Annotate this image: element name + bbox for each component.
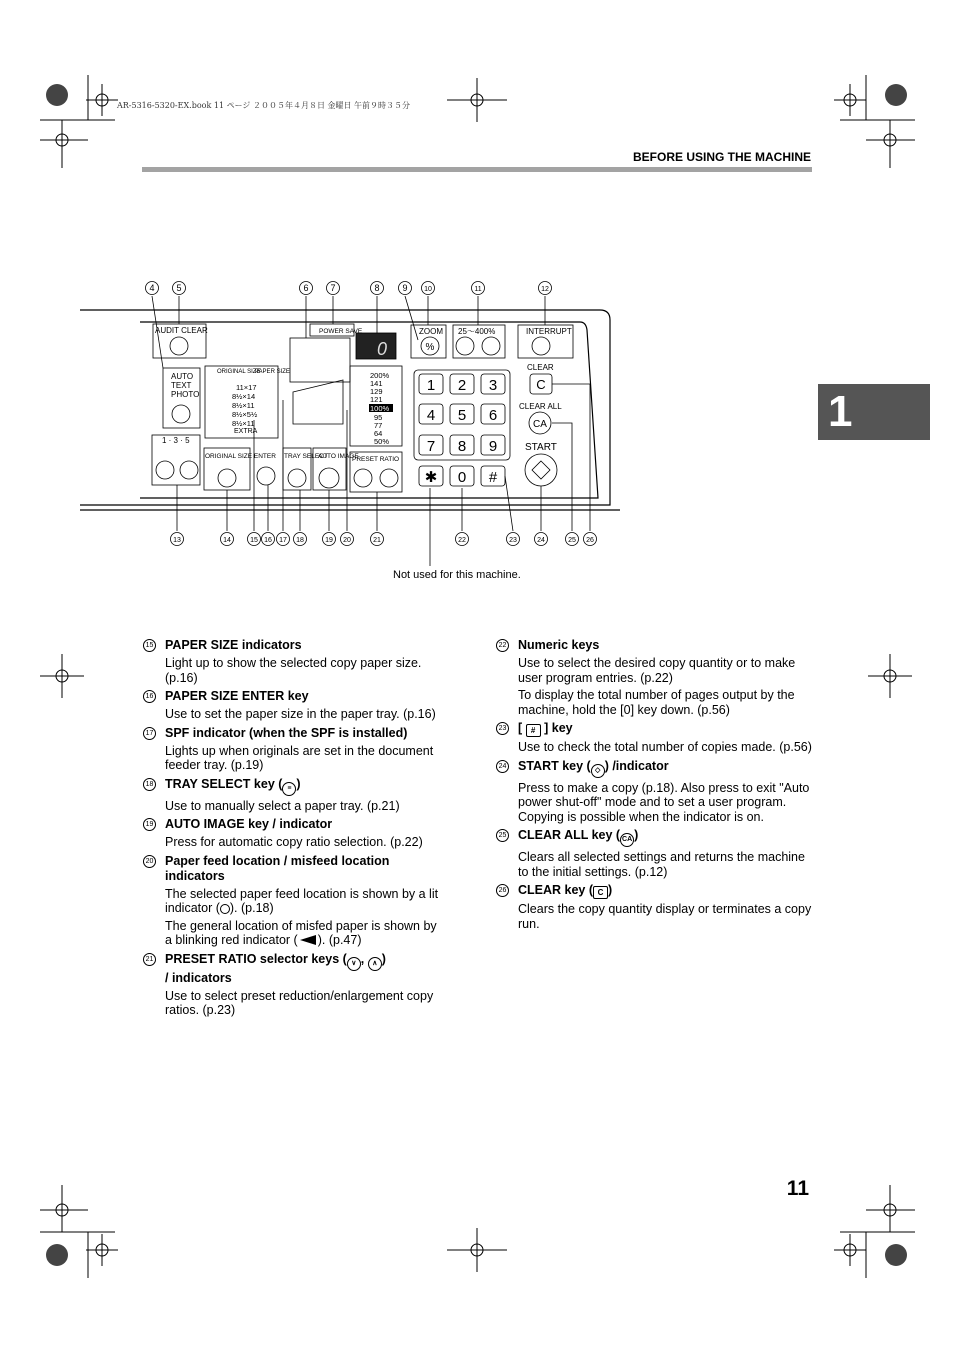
- callout-label-bottom-1: 14: [223, 537, 231, 544]
- item-title: START key ( ◇ ) /indicator: [518, 759, 814, 778]
- ratio-7: 77: [374, 421, 383, 430]
- item-25: [496, 828, 814, 879]
- label-tray-select: TRAY SELECT: [284, 453, 328, 460]
- callout-label-bottom-4: 17: [279, 537, 287, 544]
- item-number: 15: [143, 639, 156, 652]
- item-24: [496, 759, 814, 825]
- ratio-2: 141: [370, 379, 383, 388]
- item-title: CLEAR ALL key ( CA ): [518, 828, 814, 847]
- item-title: Paper feed location / misfeed location indicators: [165, 853, 390, 883]
- label-text: TEXT: [171, 381, 192, 390]
- item-desc: Press to make a copy (p.18). Also press to exit "Auto power shut-off" mode and to set a user program. Copying is possible when the indicator is on.: [518, 780, 810, 824]
- callout-label-bottom-8: 21: [373, 537, 381, 544]
- item-desc: To display the total number of pages output by the machine, hold the [0] key down. (p.56): [518, 688, 795, 717]
- section-title: BEFORE USING THE MACHINE: [632, 150, 811, 164]
- item-title: PAPER SIZE indicators: [165, 638, 302, 652]
- callout-label-bottom-12: 25: [568, 537, 576, 544]
- item-number: 20: [143, 855, 156, 868]
- key-6: 6: [488, 407, 498, 424]
- item-16: [143, 689, 443, 722]
- item-title: AUTO IMAGE key / indicator: [165, 817, 333, 831]
- key-7: 7: [426, 438, 436, 455]
- item-desc: Clears all selected settings and returns the machine to the initial settings. (p.12): [518, 850, 805, 879]
- ratio-3: 129: [370, 387, 383, 396]
- item-number: 25: [496, 829, 509, 842]
- item-desc: Clears the copy quantity display or terminates a copy run.: [518, 902, 812, 931]
- item-title: Numeric keys: [518, 638, 600, 652]
- callout-label-bottom-10: 23: [509, 537, 517, 544]
- operation-panel-diagram: [70, 272, 630, 592]
- label-power-save: POWER SAVE: [319, 328, 363, 335]
- callout-label-top-0: 4: [149, 283, 155, 293]
- size-3: 8½×11: [232, 401, 255, 410]
- size-5: 8½×11: [232, 419, 255, 428]
- item-number: 21: [143, 953, 156, 966]
- item-desc: Use to check the total number of copies made. (p.56): [518, 740, 812, 754]
- label-zoom: ZOOM: [419, 327, 443, 336]
- key-clear-all: CA: [533, 419, 547, 430]
- label-auto: AUTO: [171, 372, 194, 381]
- callout-label-bottom-9: 22: [458, 537, 466, 544]
- item-number: 16: [143, 690, 156, 703]
- label-photo: PHOTO: [171, 390, 200, 399]
- callout-label-top-3: 7: [330, 283, 336, 293]
- page-number: 11: [786, 1177, 809, 1200]
- item-desc: Use to manually select a paper tray. (p.21): [165, 798, 400, 813]
- callout-label-bottom-2: 15: [250, 537, 258, 544]
- callout-label-top-7: 11: [474, 286, 482, 293]
- item-title: TRAY SELECT key ( ≡ ): [165, 777, 443, 796]
- key-2: 2: [457, 377, 467, 394]
- key-star: ✱: [424, 469, 438, 486]
- up-arrow-icon: ∧: [368, 957, 382, 971]
- callout-label-top-4: 8: [374, 283, 380, 293]
- label-start: START: [525, 442, 557, 453]
- size-2: 8½×14: [232, 392, 256, 401]
- label-original-size-enter: ORIGINAL SIZE ENTER: [205, 453, 276, 460]
- down-arrow-icon: ∨: [347, 957, 361, 971]
- ratio-6: 95: [374, 413, 383, 422]
- callout-label-bottom-6: 19: [325, 537, 333, 544]
- callout-label-bottom-13: 26: [586, 537, 594, 544]
- callout-label-bottom-11: 24: [537, 537, 545, 544]
- item-number: 17: [143, 727, 156, 740]
- label-extra: EXTRA: [234, 428, 258, 435]
- item-23: [496, 721, 814, 755]
- label-preset-ratio: PRESET RATIO: [352, 456, 400, 463]
- size-4: 8½×5½: [232, 410, 258, 419]
- ratio-1: 200%: [370, 371, 390, 380]
- key-5: 5: [457, 407, 467, 424]
- file-info: AR-5316-5320-EX.book 11 ページ ２００５年４月８日 金曜日 午前９時３５分: [117, 101, 411, 110]
- ratio-4: 121: [370, 395, 383, 404]
- callout-label-bottom-5: 18: [296, 537, 304, 544]
- item-22: [496, 638, 814, 717]
- callout-label-top-2: 6: [303, 283, 309, 293]
- item-17: [143, 726, 443, 773]
- item-19: [143, 817, 443, 850]
- not-used-note: Not used for this machine.: [393, 569, 521, 581]
- ratio-5: 100%: [370, 404, 390, 413]
- label-exposure: 1 · 3 · 5: [162, 436, 190, 445]
- key-zoom: %: [425, 342, 435, 353]
- key-hash: #: [488, 469, 498, 486]
- size-1: 11×17: [236, 383, 257, 392]
- ratio-8: 64: [374, 429, 383, 438]
- callout-label-top-1: 5: [176, 283, 182, 293]
- item-number: 19: [143, 818, 156, 831]
- callout-label-bottom-0: 13: [173, 537, 181, 544]
- callout-label-bottom-3: 16: [264, 537, 272, 544]
- display-readout: 0: [377, 339, 388, 359]
- item-number: 18: [143, 778, 156, 791]
- item-26: [496, 883, 814, 931]
- item-number: 23: [496, 722, 509, 735]
- item-desc: Lights up when originals are set in the document feeder tray. (p.19): [165, 743, 434, 772]
- callout-label-top-6: 10: [424, 286, 432, 293]
- item-desc: The selected paper feed location is shown by a lit indicator ( ). (p.18): [165, 886, 439, 915]
- item-20: [143, 854, 443, 948]
- key-8: 8: [457, 438, 467, 455]
- item-desc: Use to set the paper size in the paper tray. (p.16): [165, 707, 436, 721]
- key-1: 1: [426, 377, 436, 394]
- callout-label-top-5: 9: [402, 283, 408, 293]
- clear-all-icon: CA: [620, 833, 634, 847]
- label-zoom-range: 25～400%: [458, 327, 496, 336]
- label-clear: CLEAR: [527, 363, 554, 372]
- label-auto-image: AUTO IMAGE: [318, 453, 359, 460]
- key-0: 0: [457, 469, 467, 486]
- item-18: [143, 777, 443, 814]
- item-desc: The general location of misfed paper is shown by a blinking red indicator ( ). (p.47): [165, 918, 437, 947]
- hash-key-icon: #: [526, 724, 541, 737]
- start-icon: ◇: [591, 764, 605, 778]
- key-3: 3: [488, 377, 498, 394]
- tray-select-icon: ≡: [282, 782, 296, 796]
- description-column-left: [143, 638, 443, 1022]
- callout-label-top-8: 12: [541, 286, 549, 293]
- item-21: [143, 952, 443, 1018]
- description-column-right: [496, 638, 814, 935]
- header-rule: [142, 167, 812, 172]
- item-title: CLEAR key ( C ): [518, 883, 613, 897]
- key-4: 4: [426, 407, 436, 424]
- ratio-9: 50%: [374, 437, 390, 446]
- clear-key-icon: C: [593, 886, 608, 899]
- item-desc: Use to select the desired copy quantity or to make user program entries. (p.22): [518, 656, 796, 685]
- item-title: SPF indicator (when the SPF is installed): [165, 725, 408, 740]
- label-original-size: ORIGINAL SIZE: [217, 369, 261, 375]
- item-desc: Light up to show the selected copy paper size. (p.16): [165, 656, 422, 685]
- label-paper-size: PAPER SIZE: [255, 369, 290, 375]
- item-number: 24: [496, 760, 509, 773]
- item-number: 26: [496, 884, 509, 897]
- item-title: [ # ] key: [518, 721, 573, 735]
- item-title: PRESET RATIO selector keys ( ∨ , ∧ ) / indicators: [165, 951, 386, 985]
- key-9: 9: [488, 438, 498, 455]
- item-15: [143, 638, 443, 685]
- label-interrupt: INTERRUPT: [526, 327, 572, 336]
- callout-label-bottom-7: 20: [343, 537, 351, 544]
- item-desc: Use to select preset reduction/enlargement copy ratios. (p.23): [165, 988, 434, 1017]
- label-clear-all: CLEAR ALL: [519, 402, 562, 411]
- item-number: 22: [496, 639, 509, 652]
- label-audit-clear: AUDIT CLEAR: [155, 326, 208, 335]
- item-desc: Press for automatic copy ratio selection. (p.22): [165, 835, 423, 849]
- item-title: PAPER SIZE ENTER key: [165, 689, 309, 703]
- misfeed-indicator-icon: [300, 935, 316, 945]
- lit-indicator-icon: [220, 904, 230, 914]
- chapter-tab: 1: [818, 384, 930, 440]
- key-clear: C: [536, 377, 546, 392]
